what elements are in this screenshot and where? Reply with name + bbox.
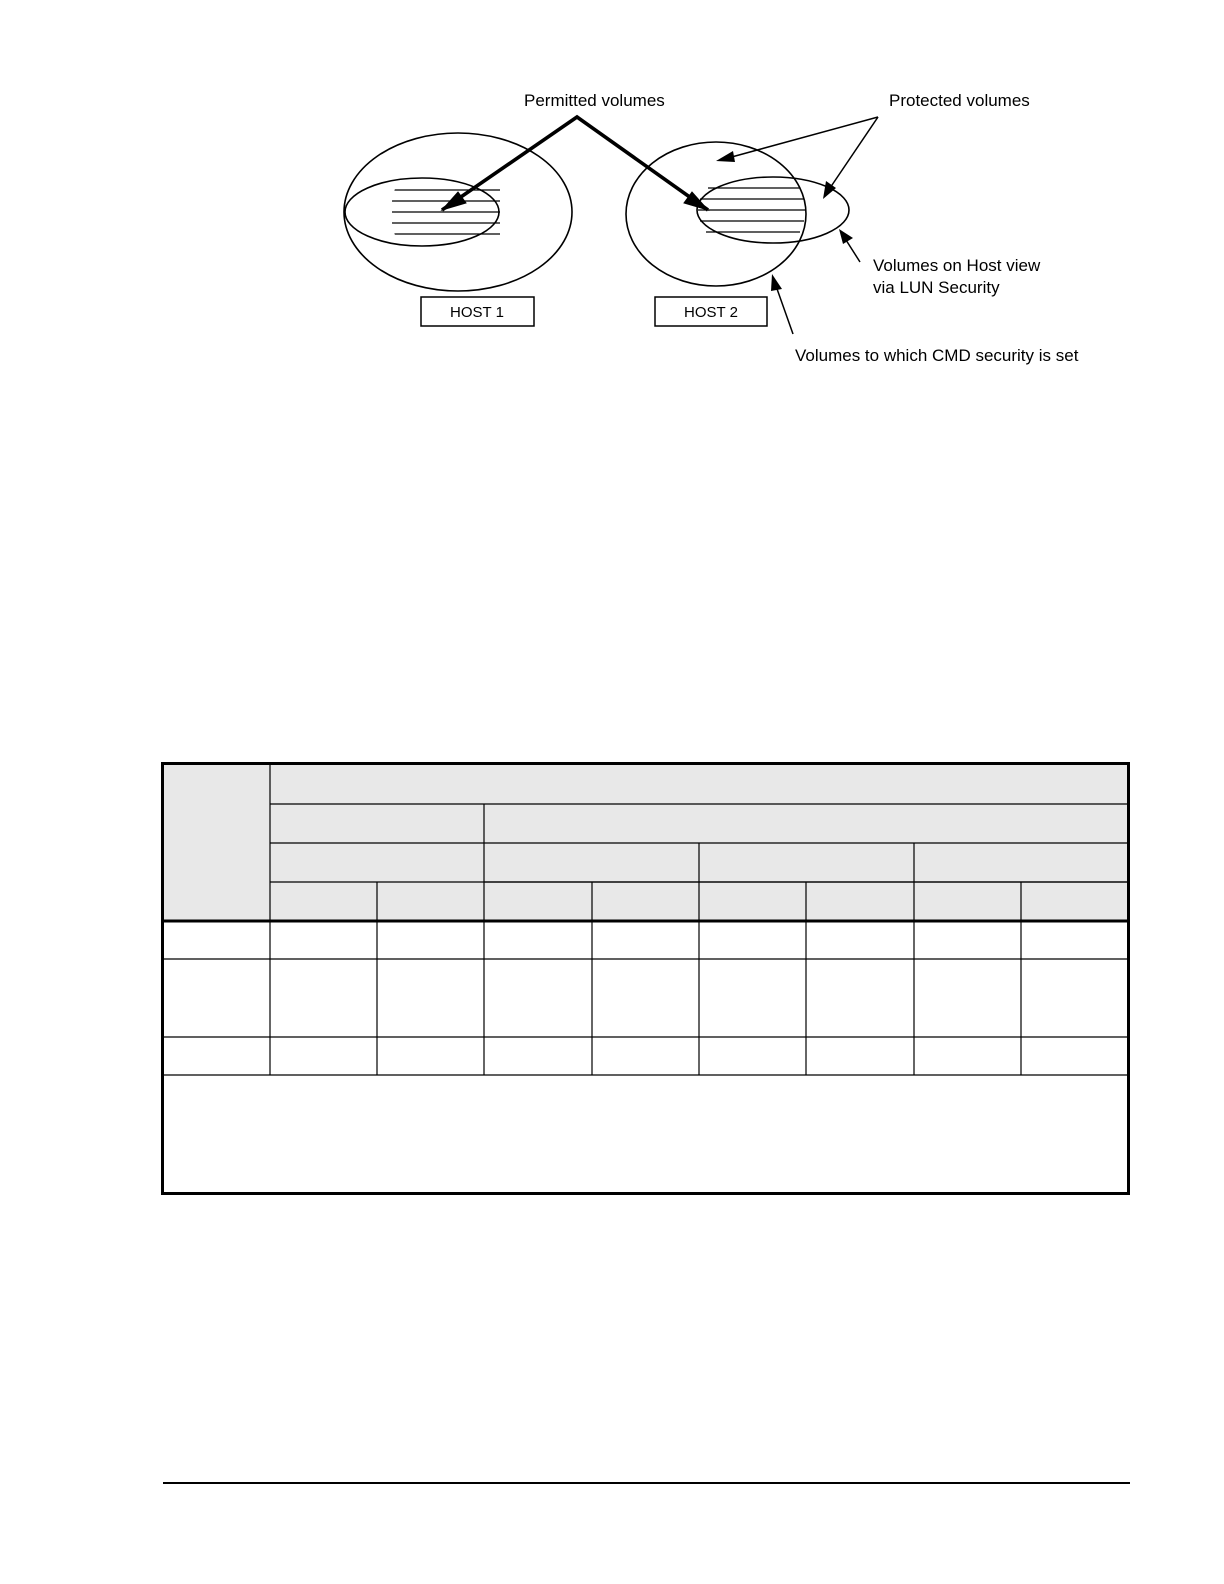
protected-arrows [716, 117, 878, 199]
host2-label: HOST 2 [684, 304, 738, 321]
cmd-security-arrow [771, 274, 793, 334]
footer-rule [163, 1482, 1130, 1484]
volume-security-table [161, 762, 1130, 1195]
host1-permitted-hatch [392, 190, 500, 234]
host1-region [344, 133, 572, 291]
permitted-arrows [442, 117, 708, 210]
venn-diagram [0, 0, 1224, 400]
table-row [164, 959, 1127, 1037]
host-view-label-line2: via LUN Security [873, 278, 1000, 297]
table-row [164, 921, 1127, 959]
cmd-security-label: Volumes to which CMD security is set [795, 346, 1079, 365]
permitted-volumes-label: Permitted volumes [524, 91, 665, 110]
table-grid [164, 765, 1127, 1192]
host2-cmd-ellipse [626, 142, 806, 286]
host1-label: HOST 1 [450, 304, 504, 321]
host-view-label-line1: Volumes on Host view [873, 256, 1041, 275]
host-view-arrow [839, 229, 860, 262]
table-row [164, 1037, 1127, 1075]
table-notes-area [164, 1075, 1127, 1192]
host2-permitted-hatch [698, 188, 805, 232]
protected-volumes-label: Protected volumes [889, 91, 1030, 110]
host2-region [626, 142, 849, 286]
